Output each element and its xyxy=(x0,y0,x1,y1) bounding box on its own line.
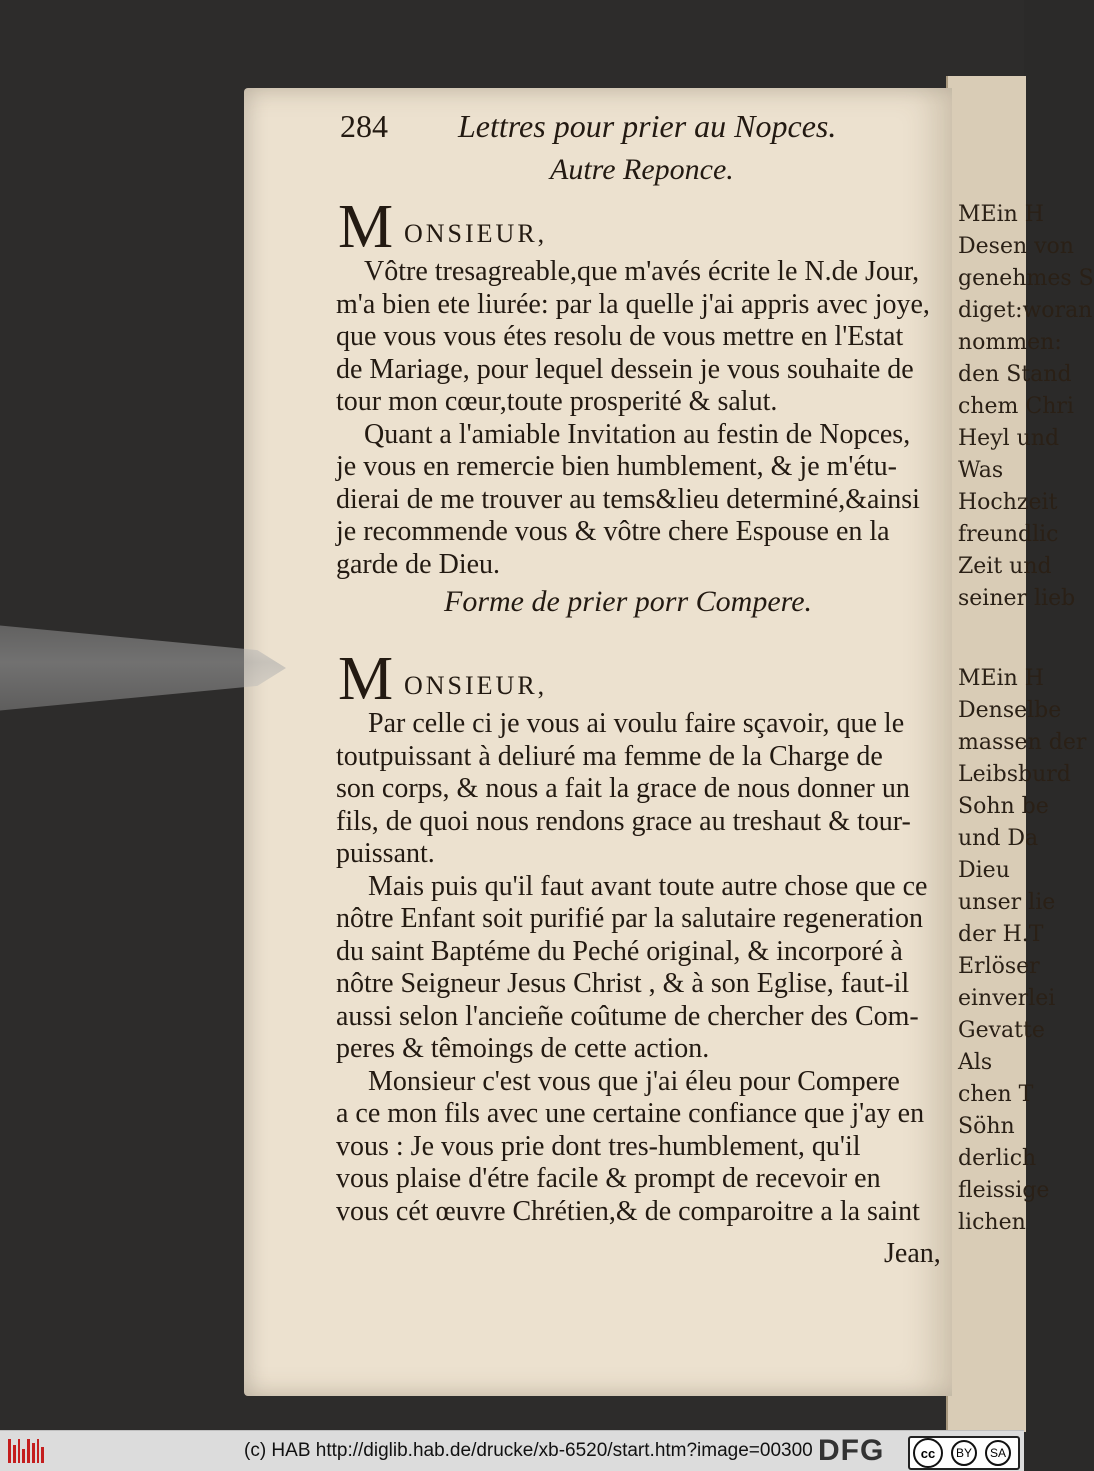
facing-page-fragment: Hochzeit xyxy=(958,490,1058,515)
text-line: je recommende vous & vôtre chere Espouse en la xyxy=(336,516,890,547)
text-line: a ce mon fils avec une certaine confiance que j'ay en xyxy=(336,1098,925,1129)
facing-page-fragment: lichen xyxy=(958,1210,1026,1235)
facing-page-fragment: Söhn xyxy=(958,1114,1015,1139)
text-line: m'a bien ete liurée: par la quelle j'ai appris avec joye, xyxy=(336,288,930,320)
barcode-icon xyxy=(8,1439,44,1463)
salutation-initial-1: M xyxy=(338,193,394,261)
text-line: vous : Je vous prie dont tres-humblement, qu'il xyxy=(336,1130,861,1162)
text-line: de Mariage, pour lequel dessein je vous souhaite de xyxy=(336,353,914,385)
text-line: aussi selon l'ancieñe coûtume de chercher des Com- xyxy=(336,1000,919,1032)
salutation-1: ONSIEUR, xyxy=(404,219,548,248)
facing-page-fragment: chem Chri xyxy=(958,394,1074,419)
cc-icon: cc xyxy=(913,1438,943,1468)
facing-page-fragment: der H.T xyxy=(958,922,1044,947)
text-line: Mais puis qu'il faut avant toute autre chose que ce xyxy=(368,870,928,902)
text-line: son corps, & nous a fait la grace de nous donner un xyxy=(336,773,910,804)
facing-page-fragment: den Stand xyxy=(958,362,1072,387)
sa-icon: SA xyxy=(985,1440,1011,1466)
text-line: vous cét œuvre Chrétien,& de comparoitre a la saint xyxy=(336,1195,920,1227)
cc-license-badge[interactable] xyxy=(908,1436,1020,1470)
text-line: peres & têmoings de cette action. xyxy=(336,1033,710,1064)
text-line: Monsieur c'est vous que j'ai éleu pour Compere xyxy=(368,1065,900,1097)
facing-page-fragment: massen der xyxy=(958,730,1087,755)
facing-page-fragment: Erlöser xyxy=(958,954,1040,979)
facing-page-fragment: Leibsburd xyxy=(958,762,1071,787)
facing-page-edge xyxy=(946,76,1094,1432)
facing-page-fragment: Dieu xyxy=(958,858,1010,883)
text-line: toutpuissant à deliuré ma femme de la Charge de xyxy=(336,740,883,772)
text-line: que vous vous étes resolu de vous mettre en l'Estat xyxy=(336,321,904,352)
text-line: nôtre Enfant soit purifié par la salutaire regeneration xyxy=(336,903,923,934)
text-line: Par celle ci je vous ai voulu faire sçavoir, que le xyxy=(368,708,905,739)
text-line: dierai de me trouver au tems&lieu determiné,&ainsi xyxy=(336,483,920,515)
facing-page-fragment: fleissige xyxy=(958,1178,1050,1203)
facing-page-fragment: chen T xyxy=(958,1082,1034,1107)
catchword: Jean, xyxy=(884,1238,941,1269)
facing-page-fragment: derlich xyxy=(958,1146,1037,1171)
facing-page-fragment: Denselbe xyxy=(958,698,1062,723)
facing-page-fragment: Was xyxy=(958,458,1004,483)
facing-page-fragment: diget:woran xyxy=(958,298,1093,323)
facing-page-fragment: MEin H xyxy=(958,202,1044,227)
facing-page-fragment: Desen von xyxy=(958,234,1074,259)
facing-page-fragment: unser lie xyxy=(958,890,1056,915)
by-icon: BY xyxy=(951,1440,977,1466)
copyright-link[interactable]: (c) HAB http://diglib.hab.de/drucke/xb-6520/start.htm?image=00300 xyxy=(244,1440,813,1461)
text-line: fils, de quoi nous rendons grace au treshaut & tour- xyxy=(336,805,911,837)
text-line: je vous en remercie bien humblement, & je m'étu- xyxy=(336,451,897,482)
text-line: Quant a l'amiable Invitation au festin de Nopces, xyxy=(364,418,911,450)
text-line: tour mon cœur,toute prosperité & salut. xyxy=(336,386,778,417)
facing-page-fragment: und Da xyxy=(958,826,1039,851)
book-page xyxy=(244,88,952,1396)
text-line: du saint Baptéme du Peché original, & incorporé à xyxy=(336,935,903,967)
facing-page-fragment: Heyl und xyxy=(958,426,1060,451)
facing-page-fragment: seiner lieb xyxy=(958,586,1076,611)
footer-bar xyxy=(0,1430,1024,1471)
facing-page-fragment: MEin H xyxy=(958,666,1044,691)
text-line: puissant. xyxy=(336,838,435,869)
text-line: nôtre Seigneur Jesus Christ , & à son Eglise, faut-il xyxy=(336,968,910,999)
facing-page-fragment: Zeit und xyxy=(958,554,1052,579)
heading-autre-reponce: Autre Reponce. xyxy=(550,153,734,186)
text-line: garde de Dieu. xyxy=(336,548,501,580)
facing-page-fragment: freundlic xyxy=(958,522,1059,547)
heading-forme-compere: Forme de prier porr Compere. xyxy=(444,585,813,618)
facing-page-fragment: nommen: xyxy=(958,330,1062,355)
salutation-initial-2: M xyxy=(338,645,394,713)
text-line: vous plaise d'étre facile & prompt de recevoir en xyxy=(336,1163,881,1194)
facing-page-fragment: Gevatte xyxy=(958,1018,1045,1043)
facing-page-fragment: einverlei xyxy=(958,986,1056,1011)
dfg-logo: DFG xyxy=(818,1434,885,1467)
salutation-2: ONSIEUR, xyxy=(404,671,548,700)
facing-page-fragment: genehmes S xyxy=(958,266,1094,291)
facing-page-fragment: Sohn be xyxy=(958,794,1049,819)
running-title: Lettres pour prier au Nopces. xyxy=(458,108,837,144)
facing-page-fragment: Als xyxy=(958,1050,993,1075)
text-line: Vôtre tresagreable,que m'avés écrite le N.de Jour, xyxy=(364,256,920,287)
page-number: 284 xyxy=(340,108,388,144)
